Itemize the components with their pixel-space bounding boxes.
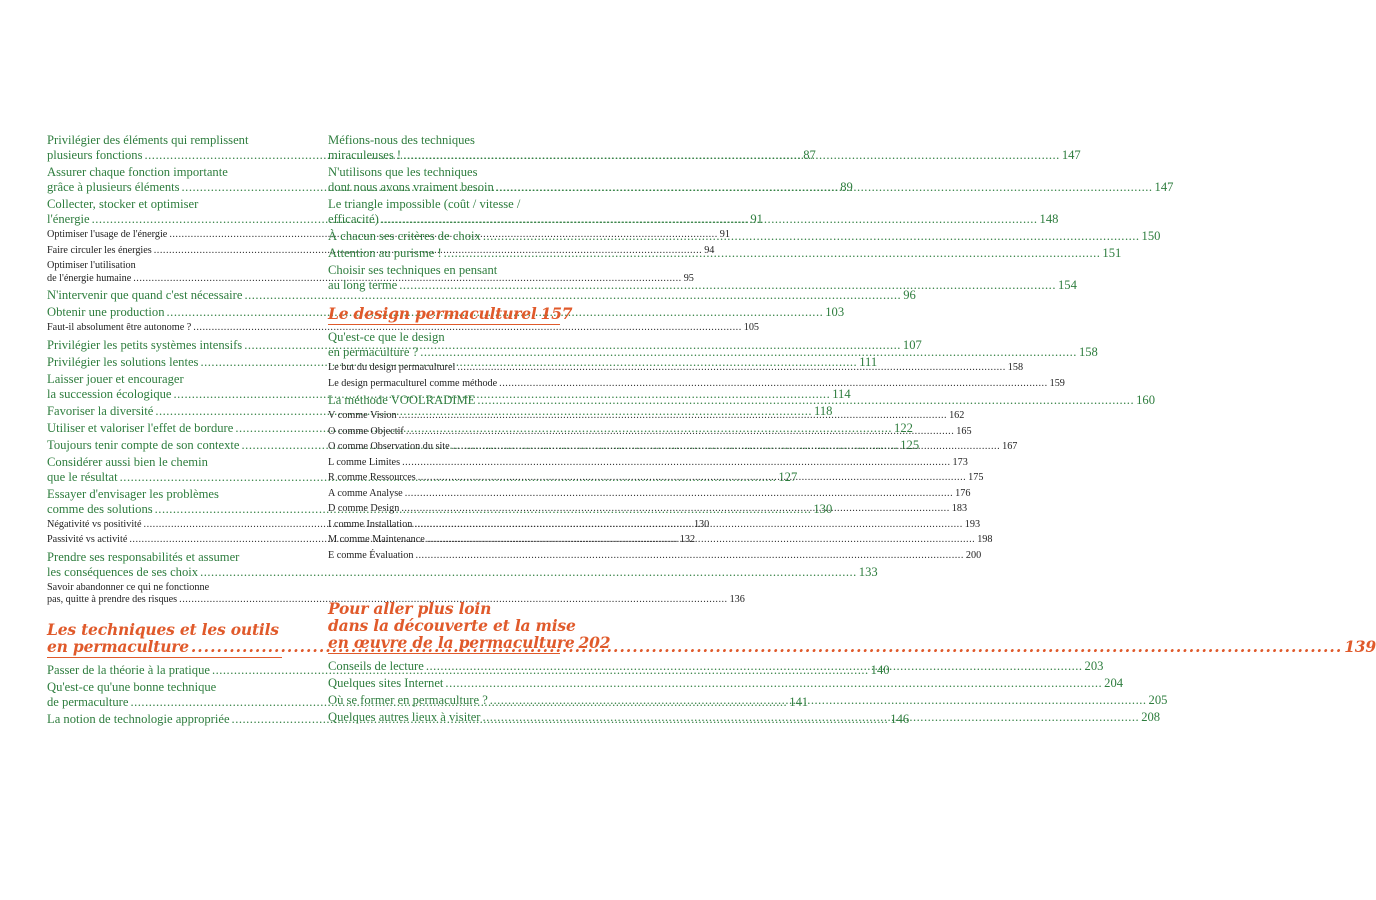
toc-entry-title: en permaculture ? — [328, 345, 419, 359]
page-number: 107 — [902, 337, 922, 352]
dot-leader — [402, 457, 950, 470]
page-number: 160 — [1136, 393, 1155, 407]
toc-entry-title: miraculeuses ! — [328, 148, 402, 162]
page-number: 176 — [955, 487, 971, 499]
page-number: 154 — [1057, 278, 1077, 292]
dot-leader — [452, 441, 1000, 454]
toc-entry-title: La méthode VOOLRADIME — [328, 393, 476, 407]
toc-entry-title: de permaculture — [47, 694, 129, 709]
page-number: 205 — [1148, 693, 1168, 707]
page-number: 173 — [952, 456, 968, 468]
toc-entry — [47, 581, 745, 607]
toc-entry-title: dont nous avons vraiment besoin — [328, 180, 494, 194]
page-number: 162 — [949, 410, 965, 421]
toc-entry-title: I comme Installation — [328, 518, 413, 530]
toc-entry — [47, 322, 760, 335]
page-number: 125 — [900, 437, 920, 452]
dot-leader — [399, 410, 947, 423]
dot-leader — [420, 345, 1077, 360]
toc-entry-title: Considérer aussi bien le chemin — [47, 454, 208, 469]
page-number: 147 — [1154, 180, 1174, 194]
toc-entry-title: Privilégier les solutions lentes — [47, 354, 199, 369]
toc-entry-title: Laisser jouer et encourager — [47, 371, 184, 386]
page-number: 165 — [956, 425, 972, 437]
page-number: 151 — [1102, 246, 1122, 260]
toc-entry-title: la succession écologique — [47, 386, 172, 401]
toc-entry — [328, 362, 1024, 375]
toc-entry-title: L comme Limites — [328, 456, 401, 468]
page-number: 146 — [890, 711, 910, 726]
page-number: 96 — [903, 288, 916, 302]
dot-leader — [445, 676, 1102, 691]
dot-leader — [401, 503, 949, 516]
page-number: 130 — [813, 501, 833, 516]
toc-entry-title: Conseils de lecture — [328, 659, 424, 673]
page-number: 159 — [1049, 377, 1065, 389]
toc-entry-title: Optimiser l'usage de l'énergie — [47, 229, 168, 240]
dot-leader — [415, 550, 963, 563]
toc-entry-title: A comme Analyse — [328, 487, 403, 499]
page-number: 204 — [1104, 676, 1124, 690]
page-number: 167 — [1002, 441, 1018, 452]
toc-entry-title: E comme Évaluation — [328, 549, 414, 561]
toc-entry-title: Attention au purisme ! — [328, 246, 442, 260]
page-number: 103 — [825, 305, 845, 319]
page-number: 87 — [803, 148, 816, 162]
toc-entry-title: Le but du design permaculturel — [328, 362, 456, 373]
toc-entry-title: M comme Maintenance — [328, 534, 425, 545]
dot-leader — [405, 488, 953, 501]
page-number: 105 — [743, 322, 760, 333]
dot-leader — [483, 229, 1140, 244]
toc-entry-title: que le résultat — [47, 469, 118, 484]
page-number: 158 — [1078, 345, 1098, 359]
toc-entry-title: Méfions-nous des techniques — [328, 133, 475, 147]
page-number: 130 — [693, 518, 710, 530]
dot-leader — [482, 710, 1139, 725]
toc-entry-title: efficacité) — [328, 212, 379, 226]
toc-entry-title: Où se former en permaculture ? — [328, 693, 488, 707]
section-title: en permaculture — [47, 636, 189, 656]
section-title: Pour aller plus loin — [328, 599, 492, 618]
toc-entry-title: Qu'est-ce qu'une bonne technique — [47, 679, 217, 694]
toc-entry — [47, 288, 916, 303]
dot-leader — [414, 519, 962, 532]
toc-entry-title: Le triangle impossible (coût / vitesse / — [328, 197, 521, 211]
toc-entry-title: Faut-il absolument être autonome ? — [47, 322, 192, 333]
section-heading-design — [328, 304, 573, 325]
toc-entry-title: À chacun ses critères de choix — [328, 229, 481, 243]
page-number: 118 — [814, 403, 833, 418]
page-number: 133 — [858, 564, 878, 579]
toc-entry — [328, 487, 971, 501]
section-page-number: 157 — [540, 304, 573, 323]
dot-leader — [403, 148, 1060, 163]
page-number: 208 — [1141, 710, 1161, 724]
page-number: 91 — [750, 212, 763, 226]
toc-entry-title: Qu'est-ce que le design — [328, 330, 445, 344]
toc-entry-title: au long terme — [328, 278, 398, 292]
page-number: 147 — [1061, 148, 1081, 162]
dot-leader — [444, 246, 1101, 261]
toc-entry-title: O comme Objectif — [328, 425, 404, 437]
toc-entry-title: N'intervenir que quand c'est nécessaire — [47, 288, 243, 302]
page-number: 114 — [832, 386, 851, 401]
dot-leader — [399, 278, 1056, 293]
page-number: 132 — [679, 534, 696, 545]
toc-entry-title: D comme Design — [328, 503, 400, 514]
section-rule — [47, 657, 282, 658]
toc-entry — [328, 676, 1124, 691]
toc-entry-title: Privilégier des éléments qui remplissent — [47, 133, 249, 147]
toc-entry-title: l'énergie — [47, 212, 90, 226]
toc-entry-title: Passivité vs activité — [47, 534, 128, 545]
dot-leader — [490, 693, 1147, 708]
toc-entry-title: Négativité vs positivité — [47, 518, 142, 530]
dot-leader — [427, 534, 975, 547]
page-number: 140 — [870, 662, 890, 677]
section-title: dans la découverte et la mise — [328, 616, 576, 635]
page-number: 158 — [1007, 362, 1024, 373]
toc-entry — [328, 377, 1065, 391]
section-heading-aller-plus-loin — [328, 599, 611, 654]
page-number: 150 — [1141, 229, 1161, 243]
section-page-number: 139 — [1344, 636, 1376, 656]
page-number: 127 — [778, 469, 798, 484]
toc-entry-title: Le design permaculturel comme méthode — [328, 377, 498, 389]
toc-entry-title: Toujours tenir compte de son contexte — [47, 437, 240, 452]
toc-entry-title: de l'énergie humaine — [47, 272, 132, 284]
page-number: 95 — [683, 272, 694, 284]
toc-entry-title: Obtenir une production — [47, 305, 165, 319]
toc-entry-title: Quelques sites Internet — [328, 676, 444, 690]
toc-entry-title: O comme Observation du site — [328, 441, 450, 452]
toc-entry-title: R comme Ressources — [328, 472, 416, 483]
section-title: en œuvre de la permaculture — [328, 633, 575, 652]
section-rule — [328, 324, 560, 325]
toc-entry-title: pas, quitte à prendre des risques — [47, 594, 178, 605]
page-number: 183 — [951, 503, 968, 514]
toc-entry — [328, 456, 968, 470]
page-number: 122 — [894, 420, 913, 435]
dot-leader — [496, 180, 1153, 195]
toc-entry-title: Faire circuler les énergies — [47, 244, 152, 256]
toc-entry-title: Essayer d'envisager les problèmes — [47, 486, 219, 501]
page-number: 193 — [964, 518, 981, 530]
page-number: 91 — [719, 229, 730, 240]
toc-entry-title: La notion de technologie appropriée — [47, 711, 230, 726]
toc-entry-title: Prendre ses responsabilités et assumer — [47, 549, 240, 564]
dot-leader — [477, 393, 1134, 408]
dot-leader — [426, 659, 1083, 674]
dot-leader — [381, 212, 1038, 227]
toc-entry-title: N'utilisons que les techniques — [328, 165, 478, 179]
section-title: Le design permaculturel — [328, 304, 537, 323]
page-number: 111 — [859, 354, 878, 369]
toc-entry-title: Collecter, stocker et optimiser — [47, 197, 199, 211]
page-number: 203 — [1084, 659, 1104, 673]
toc-entry-title: Optimiser l'utilisation — [47, 260, 136, 271]
toc-entry-title: Passer de la théorie à la pratique — [47, 662, 210, 677]
section-rule — [328, 653, 560, 654]
toc-entry-title: plusieurs fonctions — [47, 148, 143, 162]
toc-entry-title: les conséquences de ses choix — [47, 564, 199, 579]
toc-entry-title: Favoriser la diversité — [47, 403, 154, 418]
dot-leader — [418, 469, 966, 485]
page-number: 200 — [965, 549, 982, 561]
page-number: 89 — [840, 180, 853, 194]
toc-entry-title: Utiliser et valoriser l'effet de bordure — [47, 420, 234, 435]
page-number: 136 — [729, 594, 745, 605]
toc-entry-title: Choisir ses techniques en pensant — [328, 263, 498, 277]
toc-entry-title: Privilégier les petits systèmes intensifs — [47, 337, 243, 352]
toc-entry-title: Quelques autres lieux à visiter — [328, 710, 481, 724]
page-number: 198 — [977, 534, 993, 545]
toc-entry-title: comme des solutions — [47, 501, 153, 516]
toc-entry-title: grâce à plusieurs éléments — [47, 180, 180, 194]
page-number: 94 — [704, 244, 715, 256]
section-title: Les techniques et les outils — [47, 619, 279, 639]
dot-leader — [406, 426, 954, 439]
section-page-number: 202 — [578, 633, 611, 652]
page-number: 148 — [1039, 212, 1059, 226]
toc-entry-title: Assurer chaque fonction importante — [47, 165, 228, 179]
page-number: 141 — [789, 694, 809, 709]
dot-leader — [499, 378, 1047, 391]
dot-leader — [457, 362, 1005, 375]
toc-entry — [328, 549, 982, 563]
toc-entry-title: V comme Vision — [328, 410, 397, 421]
toc-entry-title: Savoir abandonner ce qui ne fonctionne — [47, 581, 210, 593]
page-number: 175 — [968, 472, 984, 483]
